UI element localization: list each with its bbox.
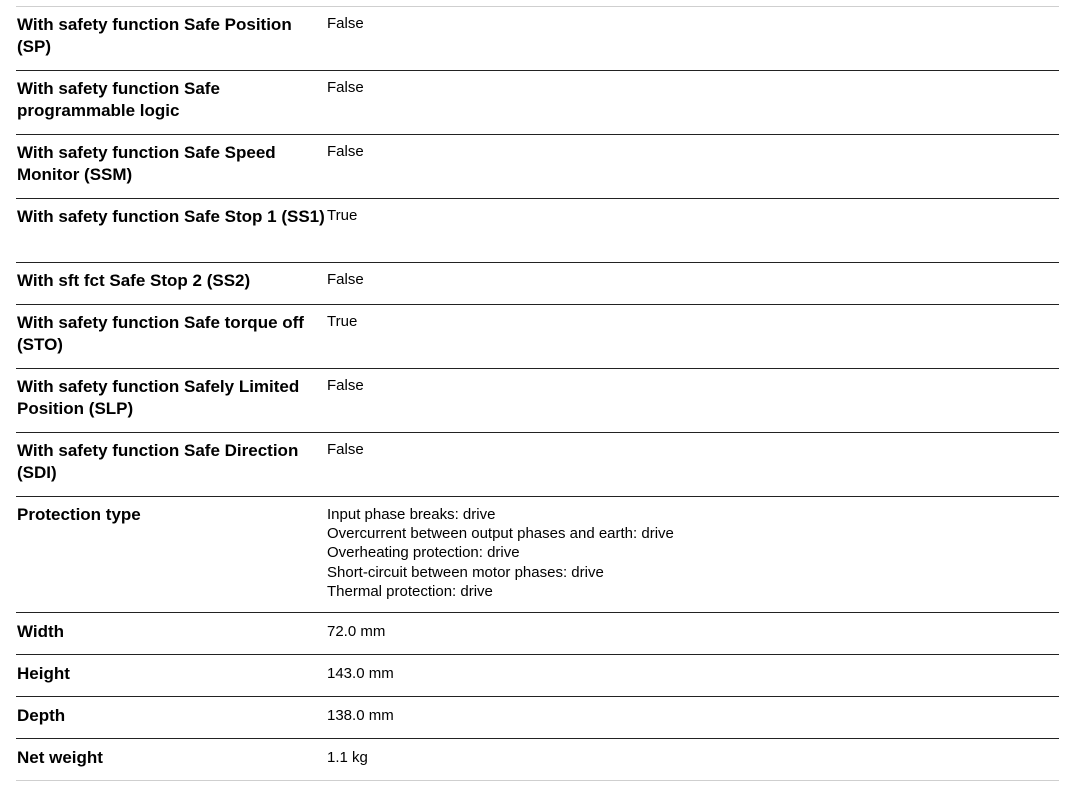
spec-label: Net weight bbox=[17, 748, 103, 767]
spec-row-safe-torque-off bbox=[16, 305, 1059, 369]
spec-label: Depth bbox=[17, 706, 66, 725]
spec-value: 143.0 mm bbox=[327, 665, 394, 682]
spec-value: False bbox=[327, 377, 364, 394]
spec-row-safe-speed-monitor bbox=[16, 135, 1059, 199]
spec-row-protection-type bbox=[16, 497, 1059, 613]
protection-item: Thermal protection: drive bbox=[327, 582, 493, 600]
protection-item: Overheating protection: drive bbox=[327, 544, 520, 562]
spec-label: With safety function Safely Limited Position (SLP) bbox=[17, 377, 300, 418]
spec-value: 72.0 mm bbox=[327, 623, 386, 640]
spec-value-list bbox=[326, 497, 1059, 612]
spec-value: False bbox=[327, 271, 364, 288]
spec-row-net-weight bbox=[16, 739, 1059, 781]
spec-label: Width bbox=[17, 622, 65, 641]
spec-row-depth bbox=[16, 697, 1059, 739]
spec-value: False bbox=[327, 441, 364, 458]
protection-item: Overcurrent between output phases and earth: drive bbox=[327, 525, 674, 543]
spec-label: With safety function Safe Stop 1 (SS1) bbox=[17, 207, 325, 226]
spec-row-safely-limited-position bbox=[16, 369, 1059, 433]
spec-value: False bbox=[327, 143, 364, 160]
protection-item: Short-circuit between motor phases: drive bbox=[327, 563, 604, 581]
spec-table bbox=[16, 6, 1059, 781]
spec-label: With sft fct Safe Stop 2 (SS2) bbox=[17, 271, 251, 290]
spec-label: With safety function Safe torque off (STO) bbox=[17, 313, 304, 354]
spec-label: With safety function Safe Direction (SDI) bbox=[17, 441, 299, 482]
spec-value: 138.0 mm bbox=[327, 707, 394, 724]
spec-label: With safety function Safe Position (SP) bbox=[17, 15, 292, 56]
spec-row-safe-stop-2 bbox=[16, 263, 1059, 305]
spec-value: False bbox=[327, 79, 364, 96]
spec-label: With safety function Safe programmable logic bbox=[17, 79, 220, 120]
spec-row-safe-programmable-logic bbox=[16, 71, 1059, 135]
spec-row-safe-stop-1 bbox=[16, 199, 1059, 263]
spec-value: 1.1 kg bbox=[327, 749, 368, 766]
spec-label: Height bbox=[17, 664, 70, 683]
spec-value: False bbox=[327, 15, 364, 32]
spec-row-safe-direction bbox=[16, 433, 1059, 497]
spec-label: With safety function Safe Speed Monitor (SSM) bbox=[17, 143, 276, 184]
spec-label: Protection type bbox=[17, 505, 141, 524]
spec-row-height bbox=[16, 655, 1059, 697]
spec-value: True bbox=[327, 207, 358, 224]
spec-row-safe-position bbox=[16, 7, 1059, 71]
spec-row-width bbox=[16, 613, 1059, 655]
spec-value: True bbox=[327, 313, 358, 330]
protection-item: Input phase breaks: drive bbox=[327, 506, 496, 523]
